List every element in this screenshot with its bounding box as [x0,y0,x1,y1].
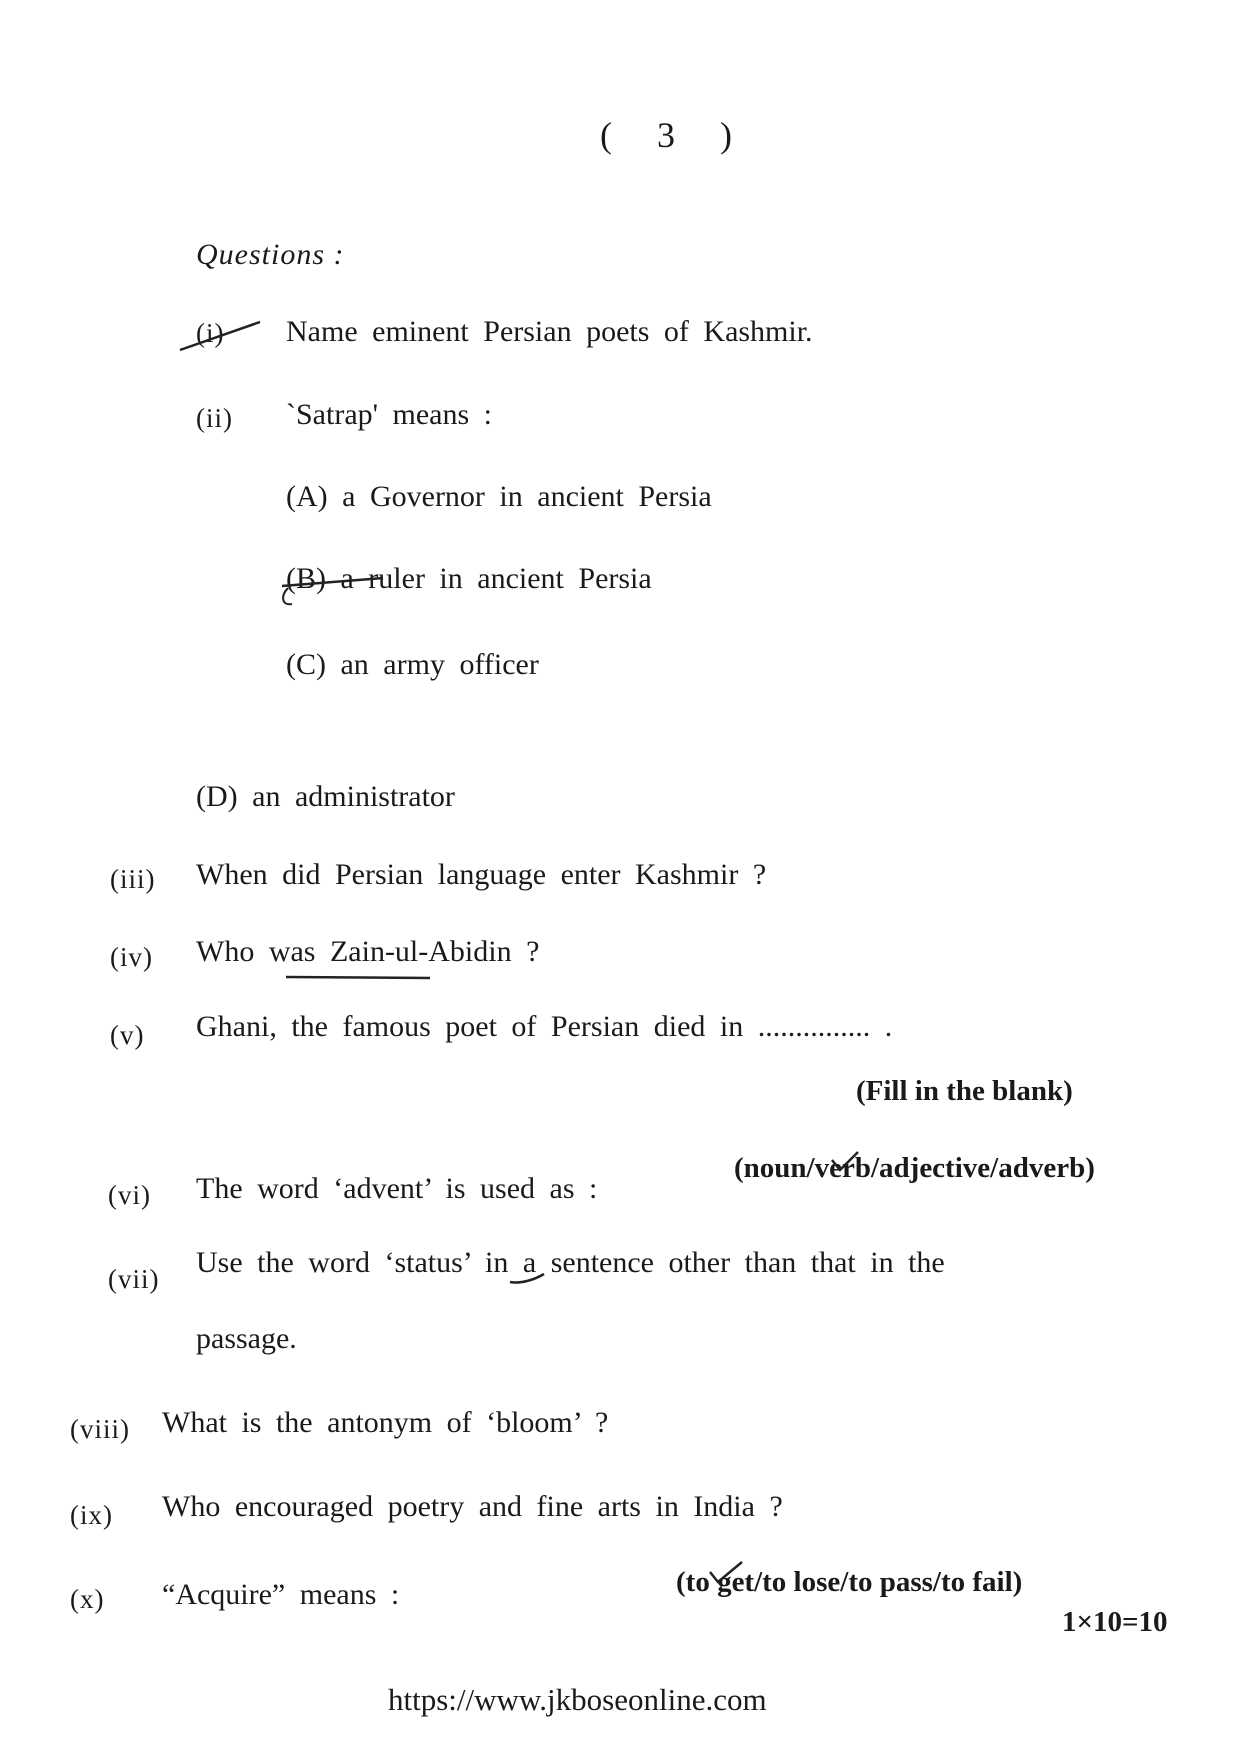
question-text: What is the antonym of ‘bloom’ ? [162,1406,609,1439]
question-text: Use the word ‘status’ in a sentence other than that in the [196,1246,945,1279]
question-text: Who was Zain-ul-Abidin ? [196,935,540,968]
question-text: The word ‘advent’ is used as : [196,1172,598,1205]
questions-heading: Questions : [196,238,345,271]
underline-mark [284,972,434,982]
answer-choices: (noun/verb/adjective/adverb) [734,1152,1095,1184]
fill-blank-note: (Fill in the blank) [856,1075,1073,1107]
question-text: `Satrap' means : [286,398,493,431]
question-text: When did Persian language enter Kashmir ? [196,858,767,891]
marks: 1×10=10 [1062,1606,1168,1638]
question-text: Name eminent Persian poets of Kashmir. [286,315,813,348]
option-a: (A) a Governor in ancient Persia [286,480,712,513]
page-number: ( 3 ) [600,115,750,155]
question-number: (ii) [196,403,233,433]
question-continuation: passage. [196,1322,297,1355]
question-number: (x) [70,1584,105,1614]
question-number: (iv) [110,942,153,972]
footer-url[interactable]: https://www.jkboseonline.com [388,1682,767,1717]
underline-mark [508,1272,548,1286]
question-number: (vi) [108,1180,151,1210]
strike-mark [278,566,388,616]
tick-mark [708,1560,744,1586]
question-number: (ix) [70,1500,113,1530]
question-number: (v) [110,1020,145,1050]
option-d: (D) an administrator [196,780,455,813]
question-text: “Acquire” means : [162,1578,400,1611]
tick-mark [830,1150,860,1174]
option-b: (B) a ruler in ancient Persia [286,562,652,595]
question-text: Who encouraged poetry and fine arts in India ? [162,1490,783,1523]
question-number: (iii) [110,864,156,894]
question-number: (vii) [108,1264,160,1294]
question-number: (viii) [70,1414,130,1444]
option-c: (C) an army officer [286,648,539,681]
question-number: (i) [196,318,225,348]
answer-choices: (to get/to lose/to pass/to fail) [676,1566,1023,1598]
strike-mark [176,312,266,356]
question-text: Ghani, the famous poet of Persian died in ............... . [196,1010,893,1043]
